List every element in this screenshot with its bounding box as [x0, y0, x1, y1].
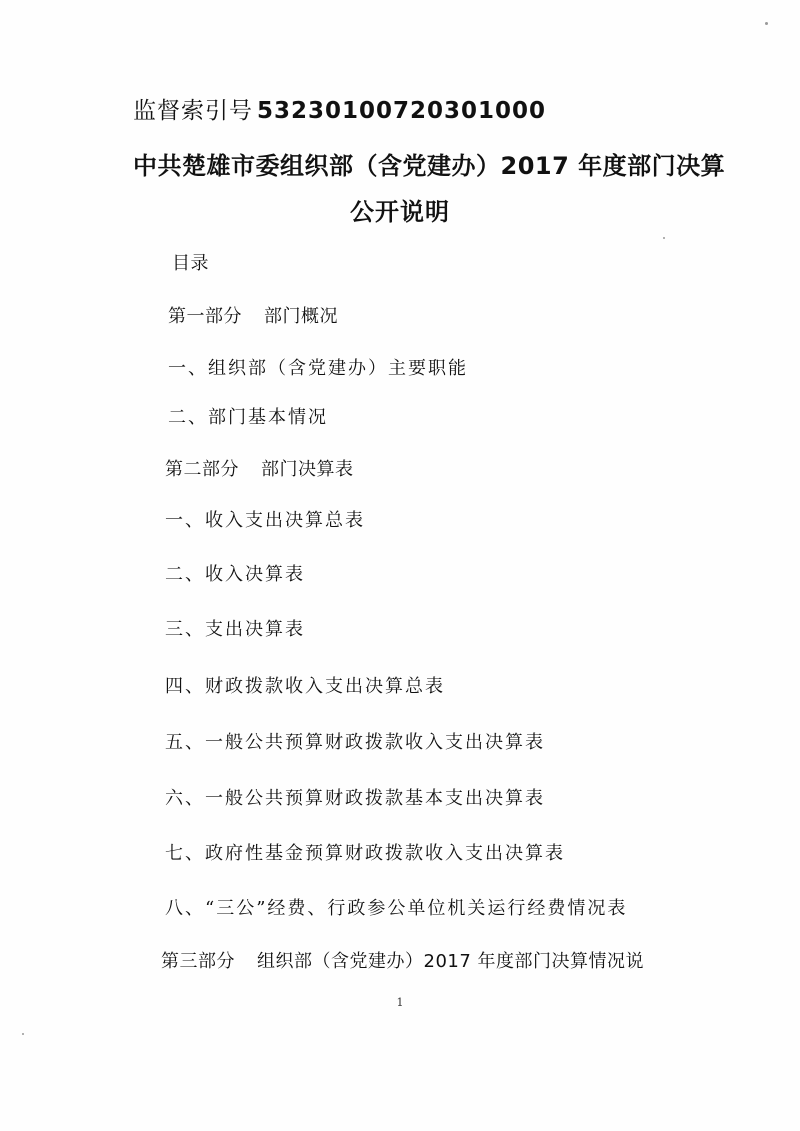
toc-item: 四、财政拨款收入支出决算总表	[165, 676, 445, 697]
toc-part-3-title: 组织部（含党建办）2017 年度部门决算情况说	[257, 951, 645, 972]
page-number: 1	[396, 996, 404, 1009]
toc-part-2-title: 部门决算表	[261, 459, 354, 480]
toc-part-1-label: 第一部分	[168, 306, 242, 327]
toc-item: 六、一般公共预算财政拨款基本支出决算表	[165, 788, 545, 809]
toc-item: 三、支出决算表	[165, 619, 305, 640]
toc-item: 七、政府性基金预算财政拨款收入支出决算表	[165, 843, 565, 864]
document-title-line-1: 中共楚雄市委组织部（含党建办）2017 年度部门决算	[133, 152, 726, 180]
toc-item: 二、收入决算表	[165, 564, 305, 585]
toc-part-2-label: 第二部分	[165, 459, 239, 480]
toc-part-1	[168, 302, 338, 328]
scan-speck	[765, 22, 768, 25]
toc-item: 一、组织部（含党建办）主要职能	[168, 358, 468, 379]
toc-item: 二、部门基本情况	[168, 407, 328, 428]
document-title-line-2: 公开说明	[350, 198, 450, 226]
toc-item: 一、收入支出决算总表	[165, 510, 365, 531]
toc-item: 八、“三公”经费、行政参公单位机关运行经费情况表	[165, 898, 628, 919]
scan-speck	[22, 1033, 24, 1035]
toc-part-2	[165, 455, 354, 481]
toc-item: 五、一般公共预算财政拨款收入支出决算表	[165, 732, 545, 753]
supervision-index-number: 53230100720301000	[257, 98, 547, 124]
supervision-index-label: 监督索引号	[133, 98, 253, 124]
toc-part-1-title: 部门概况	[264, 306, 338, 327]
toc-heading: 目录	[172, 253, 209, 274]
toc-part-3	[161, 947, 644, 973]
toc-part-3-label: 第三部分	[161, 951, 235, 972]
supervision-index	[133, 92, 546, 125]
scan-speck	[663, 237, 665, 239]
